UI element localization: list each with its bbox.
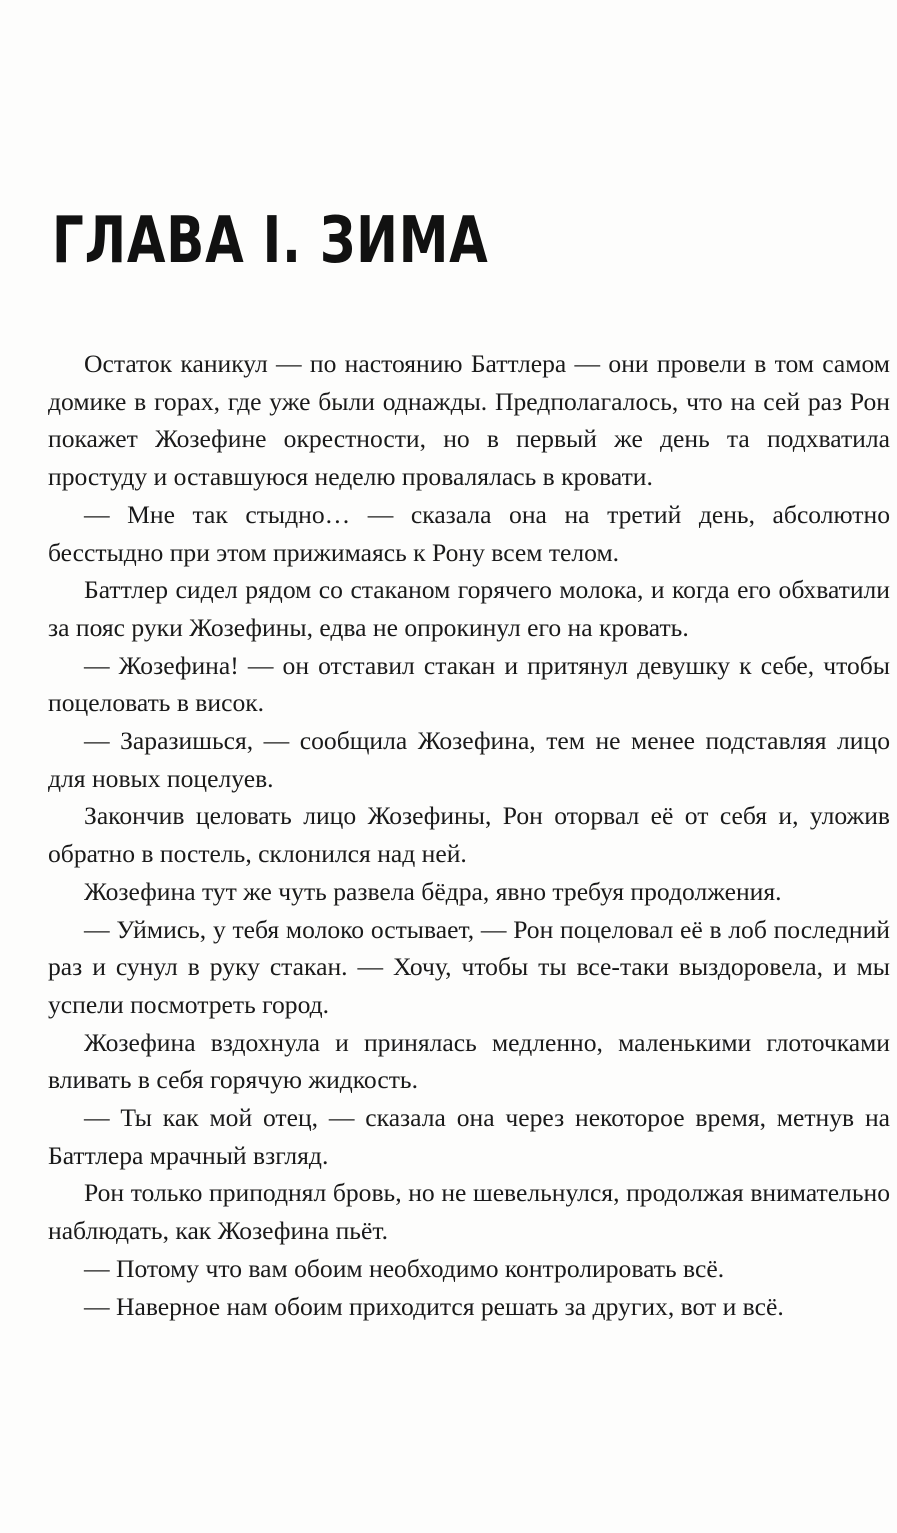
paragraph: — Жозефина! — он отставил стакан и притянул девушку к себе, чтобы поцеловать в висок. xyxy=(48,650,890,718)
paragraph: — Потому что вам обоим необходимо контролировать всё. xyxy=(84,1253,725,1283)
paragraph: — Уймись, у тебя молоко остывает, — Рон поцеловал её в лоб последний раз и сунул в руку стакан. — Хочу, чтобы ты все-таки выздоровела, и мы успели посмотреть город. xyxy=(48,914,890,1019)
paragraph: Рон только приподнял бровь, но не шевельнулся, продолжая внимательно наблюдать, как Жозефина пьёт. xyxy=(48,1178,890,1246)
paragraph: — Наверное нам обоим приходится решать за других, вот и всё. xyxy=(84,1291,784,1321)
paragraph: — Заразишься, — сообщила Жозефина, тем не менее подставляя лицо для новых поцелуев. xyxy=(48,726,890,793)
chapter-body xyxy=(48,345,890,1325)
paragraph: — Ты как мой отец, — сказала она через некоторое время, метнув на Баттлера мрачный взгляд. xyxy=(48,1103,890,1170)
paragraph: Закончив целовать лицо Жозефины, Рон оторвал её от себя и, уложив обратно в постель, склонился над ней. xyxy=(48,801,890,869)
paragraph: Жозефина тут же чуть развела бёдра, явно требуя продолжения. xyxy=(84,876,782,906)
paragraph: Жозефина вздохнула и принялась медленно, маленькими глоточками вливать в себя горячую жидкость. xyxy=(48,1027,890,1095)
paragraph: — Мне так стыдно… — сказала она на третий день, абсолютно бесстыдно при этом прижимаясь к Рону всем телом. xyxy=(48,499,890,567)
paragraph: Баттлер сидел рядом со стаканом горячего молока, и когда его обхватили за пояс руки Жозефины, едва не опрокинул его на кровать. xyxy=(48,575,890,642)
paragraph: Остаток каникул — по настоянию Баттлера — они провели в том самом домике в горах, где уже были однажды. Предполагалось, что на сей раз Рон покажет Жозефине окрестности, но в первый же день та подхватила простуду и оставшуюся неделю провалялась в кровати. xyxy=(48,349,890,492)
chapter-title: ГЛАВА I. ЗИМА xyxy=(52,204,489,278)
